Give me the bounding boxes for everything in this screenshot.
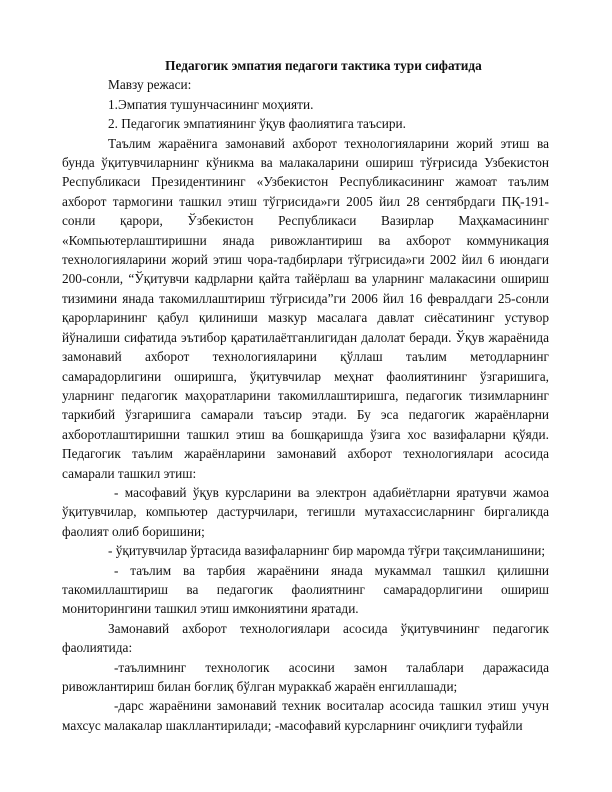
list-item: - масофавий ўқув курсларини ва электрон адабиётларни яратувчи жамоа ўқитувчилар, компьютер дастурчилари, тегишли мутахассисларнинг биргаликда фаолият олиб боришини; <box>62 484 549 539</box>
body-paragraph: Таълим жараёнига замонавий ахборот технологияларини жорий этиш ва бунда ўқитувчиларнинг кўникма ва малакаларини ошириш тўғрисида Узбекистон Республикаси Президентининг «Узбекистон Республикасининг жамоат таълим ахборот тармогини ташкил этиш тўгрисида»ги 2005 йил 28 сентябрдаги ПҚ-191-сонли қарори, Ўзбекистон Республикаси Вазирлар Маҳкамасининг «Компьютерлаштиришни янада ривожлантириш ва ахборот коммуникация технологияларини жорий этиш чора-тадбирлари тўгрисида»ги 2002 йил 6 июндаги 200-сонли, “Ўқитувчи кадрларни қайта тайёрлаш ва уларнинг малакасини ошириш тизимини янада такомиллаштириш тўгрисида”ги 2006 йил 16 февралдаги 25-сонли қарорларининг қабул қилиниши мазкур масалага давлат сиёсатининг устувор йўналиши сифатида эътибор қаратилаётганлигидан далолат беради. Ўқув жараёнида замонавий ахборот технологияларини қўллаш таълим методларнинг самарадорлигини оширишга, ўқитувчилар меҳнат фаолиятининг ўзгаришига, уларнинг педагогик маҳоратларини такомиллаштиришга, педагогик тизимларнинг таркибий ўзгаришига самарали таъсир этади. Бу эса педагогик жараёнларни ахборотлаштиришни ташкил этиш ва бошқаришда ўзига хос вазифаларни қўяди. Педагогик таълим жараёнларини замонавий ахборот технологиялари асосида самарали ташкил этиш: <box>62 135 549 481</box>
plan-item: 1.Эмпатия тушунчасининг моҳияти. <box>108 96 314 112</box>
list-item: -дарс жараёнини замонавий техник воситалар асосида ташкил этиш учун махсус малакалар шакллантирилади; -масофавий курсларнинг очиқлиги туфайли <box>62 698 549 733</box>
list-item: - таълим ва тарбия жараёнини янада мукаммал ташкил қилишни такомиллаштириш ва педагогик фаолиятнинг самарадорлигини ошириш мониторингини ташкил этиш имкониятини яратади. <box>62 562 549 617</box>
plan-label: Мавзу режаси: <box>108 77 192 93</box>
list-item: - ўқитувчилар ўртасида вазифаларнинг бир маромда тўғри тақсимланишини; <box>108 543 546 559</box>
list-item: -таълимнинг технологик асосини замон талаблари даражасида ривожлантириш билан боғлиқ бўлган мураккаб жараён енгиллашади; <box>62 659 549 694</box>
plan-item: 2. Педагогик эмпатиянинг ўқув фаолиятига таъсири. <box>108 116 406 132</box>
body-paragraph: Замонавий ахборот технологиялари асосида ўқитувчининг педагогик фаолиятида: <box>62 620 549 656</box>
document-title: Педагогик эмпатия педагоги тактика тури сифатида <box>165 58 482 73</box>
document-page <box>62 56 549 735</box>
